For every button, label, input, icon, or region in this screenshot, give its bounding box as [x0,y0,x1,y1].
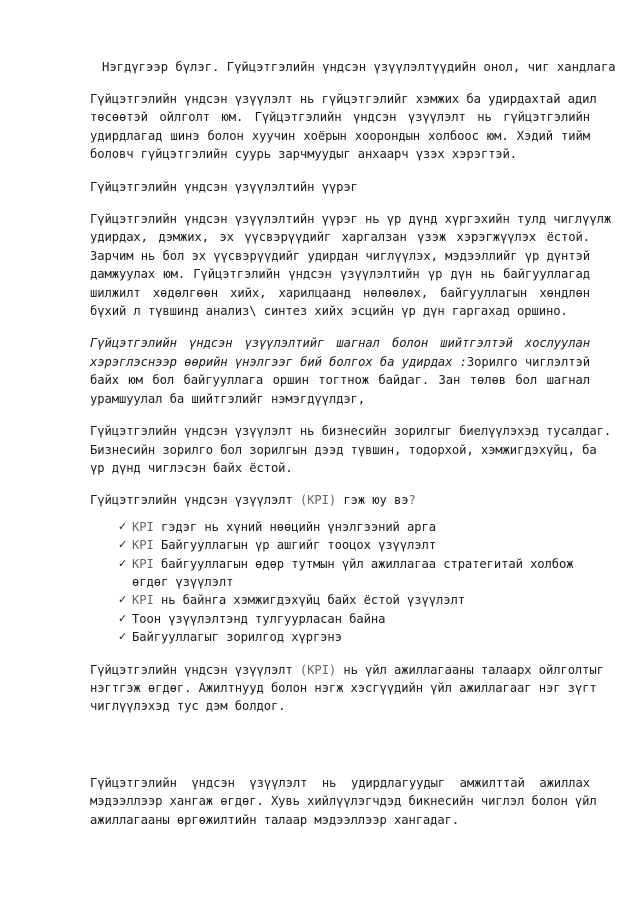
kpi-abbrev: (KPI) [299,662,337,677]
text-line: Гүйцэтгэлийн үндсэн үзүүлэлт нь бизнесийн зорилгыг биелүүлэхэд тусалдаг. [90,424,612,439]
paragraph-intro [90,90,597,164]
checkmark-icon: ✓ [118,593,128,607]
text-line [90,353,590,371]
kpi-abbrev: KPI [132,519,154,534]
list-item-continuation: өгдөг үзүүлэлт [132,574,234,589]
text-line [90,661,604,679]
kpi-abbrev: KPI [132,538,154,553]
text-line: мэдээллээр хангаж өгдөг. Хувь хийлүүлэгчдэд бикнесийн чиглэл болон үйл [90,794,597,809]
text-line: үр дүнд чиглэсэн байх ёстой. [90,460,293,475]
text-line: Гүйцэтгэлийн үндсэн үзүүлэлт нь гүйцэтгэлийг хэмжих ба удирдахтай адил [90,92,597,106]
text-line: төсөөтэй ойлголт юм. Гүйцэтгэлийн үндсэн үзүүлэлт нь гүйцэтгэлийн [90,110,590,125]
list-item [118,610,590,628]
question-text: гэж юу вэ [336,493,409,508]
kpi-abbrev: KPI [132,593,154,608]
paragraph-summary [90,661,604,716]
text-line: шилжилт хөдөлгөөн хийх, харилцаанд нөлөөлөх, байгууллагын хөндлөн [90,285,590,300]
paragraph-role [90,210,612,320]
kpi-abbrev: (KPI) [299,493,337,508]
checkmark-icon: ✓ [118,519,128,533]
paragraph-management [90,774,597,829]
text-line: чиглүүлэхэд тус дэм болдог. [90,699,286,714]
text-line: боловч гүйцэтгэлийн суурь зарчмуудыг анхаарч үзэх хэрэгтэй. [90,147,518,162]
list-item-text: Байгууллагыг зорилгод хүргэнэ [132,630,342,645]
list-item-text: нь байнга хэмжигдэхүйц байх ёстой үзүүлэлт [153,593,465,608]
text-line: Бизнесийн зорилго бол зорилгын дээд түвшин, тодорхой, хэмжигдэхүйц, ба [90,442,597,457]
paragraph-business [90,422,612,477]
text-line: урамшуулал ба шийтгэлийг нэмэгдүүлдэг, [90,391,366,406]
paragraph-reward [90,334,590,408]
checkmark-icon: ✓ [118,611,128,625]
text-line: дамжуулах юм. Гүйцэтгэлийн үндсэн үзүүлэлтийн үр дүн нь байгууллагад [90,267,590,282]
list-item [118,518,590,536]
kpi-abbrev: KPI [132,556,154,571]
inline-text: Зорилго чиглэлтэй [466,354,590,369]
text-line: Гүйцэтгэлийн үндсэн үзүүлэлтийн үүрэг нь үр дүнд хүргэхийн тулд чиглүүлж [90,212,612,227]
italic-text: хэрэглэснээр өөрийн үнэлгээг бий болгох ба удирдах : [90,354,467,369]
list-item [118,628,590,646]
chapter-title: Нэгдүгээр бүлэг. Гүйцэтгэлийн үндсэн үзүүлэлтүүдийн онол, чиг хандлага [102,60,616,74]
list-item-text: гэдэг нь хүний нөөцийн үнэлгээний арга [153,519,436,534]
text-line: Зарчим нь бол эх үүсвэрүүдийг удирдан чиглүүлэх, мэдээллийг үр дүнтэй [90,248,590,263]
inline-text: нь үйл ажиллагааны талаарх ойлголтыг [336,662,604,677]
text-line: Гүйцэтгэлийн үндсэн үзүүлэлт нь удирдлагуудыг амжилттай ажиллах [90,775,590,790]
checkmark-icon: ✓ [118,538,128,552]
text-line: удирдах, дэмжих, эх үүсвэрүүдийг харгалзан үзэж хэрэгжүүлэх ёстой. [90,230,590,245]
question-mark: ? [408,493,416,508]
question-heading [90,491,590,509]
page-content [90,58,616,829]
list-item-text: Байгууллагын үр ашгийг тооцох үзүүлэлт [153,538,436,553]
kpi-definition-list [90,518,590,647]
list-item [118,555,590,573]
list-item [118,591,590,609]
checkmark-icon: ✓ [118,556,128,570]
text-line: Гүйцэтгэлийн үндсэн үзүүлэлтийг шагнал болон шийтгэлтэй хослуулан [90,336,590,351]
list-item-text: Тоон үзүүлэлтэнд тулгуурласан байна [132,611,386,626]
text-line: ажиллагааны өргөжилтийн талаар мэдээллээр хангадаг. [90,812,460,827]
text-line: байх юм бол байгууллага оршин тогтнож байдаг. Зан төлөв бол шагнал [90,373,590,388]
question-text: Гүйцэтгэлийн үндсэн үзүүлэлт [90,493,300,508]
text-line: бүхий л түвшинд анализ\ синтез хийх эсцийн үр дүн гаргахад оршино. [90,304,568,319]
text-line: удирдлагад шинэ болон хуучин хоёрын хоорондын холбоос юм. Хэдий тийм [90,128,590,143]
list-item [118,536,590,554]
text-line: нэгтгэж өгдөг. Ажилтнууд болон нэгж хэсгүүдийн үйл ажиллагааг нэг зүгт [90,680,597,695]
inline-text: Гүйцэтгэлийн үндсэн үзүүлэлт [90,662,300,677]
section-heading: Гүйцэтгэлийн үндсэн үзүүлэлтийн үүрэг [90,179,358,194]
list-item-text: байгууллагын өдөр тутмын үйл ажиллагаа стратегитай холбож [153,556,574,571]
checkmark-icon: ✓ [118,630,128,644]
